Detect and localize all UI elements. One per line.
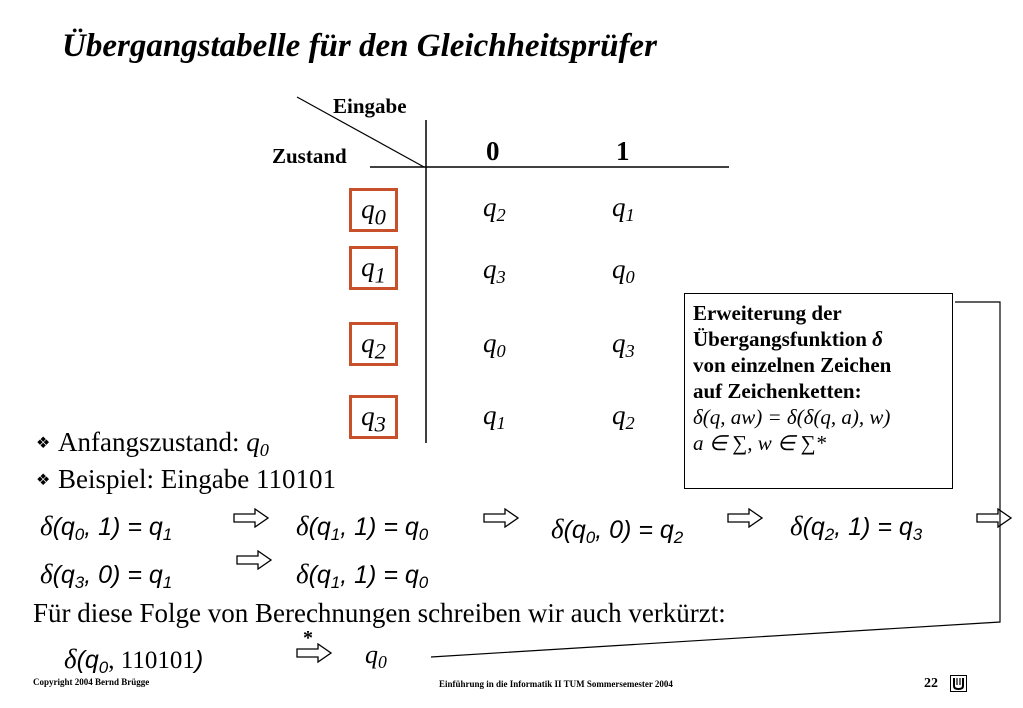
- diamond-bullet-icon: ❖: [36, 435, 51, 452]
- state-box-q3: $q_3$: [349, 395, 398, 439]
- state-box-q2: $q_2$: [349, 322, 398, 366]
- header-state-label: Zustand: [272, 144, 347, 168]
- tum-logo-icon: [950, 675, 967, 692]
- star-label: *: [303, 627, 313, 649]
- table-cell: $q_1$: [483, 400, 506, 434]
- step-expression: $\delta(q_0$, $1) = q_1$: [40, 511, 173, 544]
- summary-text: Für diese Folge von Berechnungen schreiben wir auch verkürzt:: [33, 598, 726, 628]
- column-header-1: 1: [616, 136, 630, 166]
- derivation-arrow-icon: [727, 508, 763, 528]
- step-expression: $\delta(q_2$, $1) = q_3$: [790, 511, 923, 544]
- box-line-1: Erweiterung der: [693, 301, 842, 325]
- extension-info-box: [684, 293, 953, 489]
- state-box-q1: $q_1$: [349, 246, 398, 290]
- box-formula-2: a ∈ ∑, w ∈ ∑*: [693, 431, 827, 455]
- box-line-2: Übergangsfunktion δ: [693, 327, 883, 351]
- derivation-arrow-icon: [296, 643, 332, 663]
- table-cell: $q_3$: [483, 254, 506, 288]
- derivation-arrow-icon: [483, 508, 519, 528]
- table-cell: $q_3$: [612, 328, 635, 362]
- derivation-arrow-icon: [236, 550, 272, 570]
- step-expression: $\delta(q_0$, $0) = q_2$: [551, 514, 684, 547]
- page-number: 22: [924, 676, 938, 691]
- bullet-example: ❖ Beispiel: Eingabe 110101: [36, 464, 336, 494]
- table-cell: $q_0$: [612, 254, 635, 288]
- footer-copyright: Copyright 2004 Bernd Brügge: [33, 677, 150, 687]
- bullet-start-state: ❖ Anfangszustand: $q_0$: [36, 427, 269, 461]
- step-expression: $\delta(q_1$, $1) = q_0$: [296, 511, 429, 544]
- header-input-label: Eingabe: [333, 94, 407, 118]
- state-box-q0: $q_0$: [349, 188, 398, 232]
- diamond-bullet-icon: ❖: [36, 472, 51, 489]
- box-line-3: von einzelnen Zeichen: [693, 353, 892, 377]
- derivation-arrow-icon: [233, 508, 269, 528]
- step-expression: $\delta(q_3$, $0) = q_1$: [40, 559, 173, 592]
- footer-course: Einführung in die Informatik II TUM Sommersemester 2004: [439, 679, 673, 689]
- column-header-0: 0: [486, 136, 500, 166]
- box-formula-1: δ(q, aw) = δ(δ(q, a), w): [693, 405, 891, 429]
- derivation-arrow-icon: [976, 508, 1012, 528]
- table-cell: $q_0$: [483, 328, 506, 362]
- table-cell: $q_2$: [483, 192, 506, 226]
- step-expression: $\delta(q_1$, $1) = q_0$: [296, 559, 429, 592]
- table-cell: $q_2$: [612, 400, 635, 434]
- slide-title: Übergangstabelle für den Gleichheitsprüfer: [62, 28, 657, 64]
- final-result: $q_0$: [365, 640, 387, 672]
- table-cell: $q_1$: [612, 192, 635, 226]
- box-line-4: auf Zeichenketten:: [693, 379, 862, 403]
- final-expression: $\delta(q_0$, 110101): [64, 644, 204, 677]
